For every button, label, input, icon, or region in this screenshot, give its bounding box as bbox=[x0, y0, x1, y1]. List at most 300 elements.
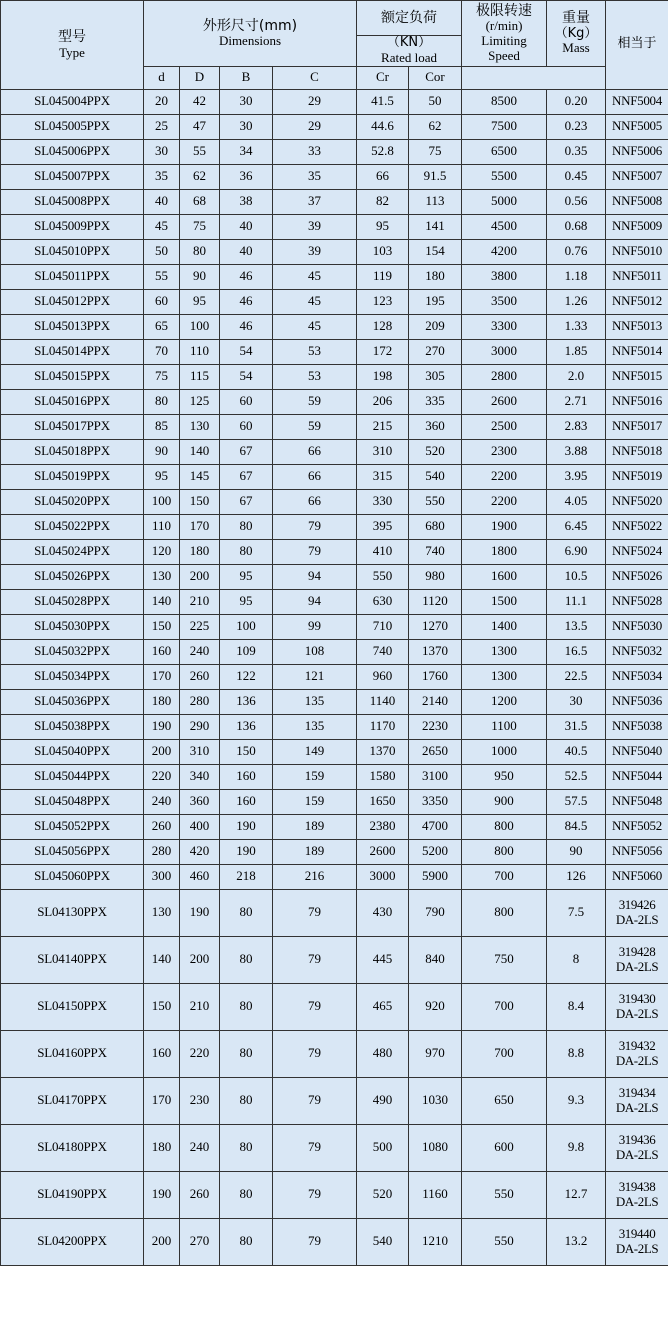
cell-cor: 1210 bbox=[409, 1218, 462, 1265]
cell-cr: 315 bbox=[357, 464, 409, 489]
cell-B: 60 bbox=[220, 389, 273, 414]
cell-cor: 2650 bbox=[409, 739, 462, 764]
cell-cor: 1160 bbox=[409, 1171, 462, 1218]
cell-cor: 1080 bbox=[409, 1124, 462, 1171]
cell-cr: 2380 bbox=[357, 814, 409, 839]
cell-speed: 1300 bbox=[462, 664, 547, 689]
cell-B: 60 bbox=[220, 414, 273, 439]
cell-mass: 90 bbox=[547, 839, 606, 864]
table-row bbox=[1, 339, 668, 364]
cell-type: SL045036PPX bbox=[1, 689, 144, 714]
cell-cr: 520 bbox=[357, 1171, 409, 1218]
cell-mass: 1.18 bbox=[547, 264, 606, 289]
cell-C: 66 bbox=[273, 489, 357, 514]
cell-equivalent: NNF5014 bbox=[606, 339, 668, 364]
cell-B: 46 bbox=[220, 264, 273, 289]
cell-type: SL045009PPX bbox=[1, 214, 144, 239]
cell-d: 200 bbox=[144, 1218, 180, 1265]
cell-cor: 154 bbox=[409, 239, 462, 264]
table-row bbox=[1, 564, 668, 589]
table-row bbox=[1, 414, 668, 439]
cell-type: SL045048PPX bbox=[1, 789, 144, 814]
cell-speed: 800 bbox=[462, 814, 547, 839]
cell-cr: 630 bbox=[357, 589, 409, 614]
cell-type: SL04200PPX bbox=[1, 1218, 144, 1265]
table-row bbox=[1, 114, 668, 139]
cell-B: 80 bbox=[220, 1077, 273, 1124]
cell-type: SL045010PPX bbox=[1, 239, 144, 264]
cell-D: 210 bbox=[180, 983, 220, 1030]
table-row bbox=[1, 289, 668, 314]
cell-cr: 103 bbox=[357, 239, 409, 264]
header-limiting-speed-cn: 极限转速 bbox=[476, 2, 533, 19]
header-sub-Cr: Cr bbox=[357, 66, 409, 89]
cell-speed: 2600 bbox=[462, 389, 547, 414]
cell-type: SL045034PPX bbox=[1, 664, 144, 689]
table-row bbox=[1, 464, 668, 489]
table-row bbox=[1, 239, 668, 264]
cell-cor: 141 bbox=[409, 214, 462, 239]
cell-B: 190 bbox=[220, 839, 273, 864]
cell-d: 150 bbox=[144, 983, 180, 1030]
cell-cr: 1650 bbox=[357, 789, 409, 814]
cell-cor: 1120 bbox=[409, 589, 462, 614]
cell-mass: 8.4 bbox=[547, 983, 606, 1030]
cell-C: 79 bbox=[273, 1218, 357, 1265]
cell-cor: 209 bbox=[409, 314, 462, 339]
table-row bbox=[1, 514, 668, 539]
table-row bbox=[1, 89, 668, 114]
cell-cr: 1170 bbox=[357, 714, 409, 739]
cell-cr: 445 bbox=[357, 936, 409, 983]
cell-mass: 1.85 bbox=[547, 339, 606, 364]
cell-C: 33 bbox=[273, 139, 357, 164]
cell-equivalent: NNF5052 bbox=[606, 814, 668, 839]
cell-speed: 2200 bbox=[462, 464, 547, 489]
cell-D: 460 bbox=[180, 864, 220, 889]
cell-cr: 1580 bbox=[357, 764, 409, 789]
cell-d: 160 bbox=[144, 1030, 180, 1077]
cell-d: 100 bbox=[144, 489, 180, 514]
cell-C: 35 bbox=[273, 164, 357, 189]
cell-type: SL045011PPX bbox=[1, 264, 144, 289]
cell-mass: 2.0 bbox=[547, 364, 606, 389]
cell-equivalent-line1: 319432 bbox=[618, 1037, 656, 1053]
cell-mass: 7.5 bbox=[547, 889, 606, 936]
cell-equivalent: NNF5028 bbox=[606, 589, 668, 614]
cell-B: 80 bbox=[220, 983, 273, 1030]
cell-d: 180 bbox=[144, 689, 180, 714]
cell-type: SL04170PPX bbox=[1, 1077, 144, 1124]
cell-cr: 465 bbox=[357, 983, 409, 1030]
cell-B: 136 bbox=[220, 714, 273, 739]
cell-B: 150 bbox=[220, 739, 273, 764]
table-row bbox=[1, 389, 668, 414]
cell-B: 160 bbox=[220, 764, 273, 789]
cell-cr: 128 bbox=[357, 314, 409, 339]
cell-C: 189 bbox=[273, 814, 357, 839]
cell-equivalent: NNF5012 bbox=[606, 289, 668, 314]
header-sub-C: C bbox=[273, 66, 357, 89]
cell-cor: 970 bbox=[409, 1030, 462, 1077]
cell-cr: 44.6 bbox=[357, 114, 409, 139]
table-header bbox=[1, 1, 668, 90]
cell-type: SL045013PPX bbox=[1, 314, 144, 339]
cell-d: 130 bbox=[144, 564, 180, 589]
cell-D: 145 bbox=[180, 464, 220, 489]
cell-C: 79 bbox=[273, 889, 357, 936]
cell-equivalent bbox=[606, 936, 668, 983]
cell-speed: 750 bbox=[462, 936, 547, 983]
cell-d: 280 bbox=[144, 839, 180, 864]
cell-C: 79 bbox=[273, 1077, 357, 1124]
cell-type: SL045044PPX bbox=[1, 764, 144, 789]
cell-equivalent-line2: DA-2LS bbox=[615, 911, 659, 927]
cell-d: 40 bbox=[144, 189, 180, 214]
table-row bbox=[1, 439, 668, 464]
cell-B: 54 bbox=[220, 364, 273, 389]
cell-d: 110 bbox=[144, 514, 180, 539]
cell-cr: 710 bbox=[357, 614, 409, 639]
cell-speed: 550 bbox=[462, 1171, 547, 1218]
cell-speed: 800 bbox=[462, 839, 547, 864]
cell-B: 100 bbox=[220, 614, 273, 639]
cell-mass: 9.3 bbox=[547, 1077, 606, 1124]
cell-C: 79 bbox=[273, 983, 357, 1030]
cell-D: 62 bbox=[180, 164, 220, 189]
cell-cor: 3100 bbox=[409, 764, 462, 789]
cell-d: 220 bbox=[144, 764, 180, 789]
cell-type: SL045032PPX bbox=[1, 639, 144, 664]
cell-C: 79 bbox=[273, 1171, 357, 1218]
cell-cr: 330 bbox=[357, 489, 409, 514]
cell-type: SL045028PPX bbox=[1, 589, 144, 614]
cell-C: 45 bbox=[273, 264, 357, 289]
cell-equivalent: NNF5048 bbox=[606, 789, 668, 814]
cell-equivalent: NNF5024 bbox=[606, 539, 668, 564]
cell-cr: 198 bbox=[357, 364, 409, 389]
cell-d: 190 bbox=[144, 1171, 180, 1218]
cell-equivalent: NNF5009 bbox=[606, 214, 668, 239]
cell-mass: 6.45 bbox=[547, 514, 606, 539]
cell-D: 90 bbox=[180, 264, 220, 289]
cell-D: 140 bbox=[180, 439, 220, 464]
cell-speed: 1200 bbox=[462, 689, 547, 714]
header-rated-load-cn-line1: 额定负荷 bbox=[381, 9, 438, 26]
cell-D: 190 bbox=[180, 889, 220, 936]
cell-B: 67 bbox=[220, 489, 273, 514]
cell-mass: 22.5 bbox=[547, 664, 606, 689]
cell-C: 135 bbox=[273, 714, 357, 739]
cell-D: 400 bbox=[180, 814, 220, 839]
cell-d: 190 bbox=[144, 714, 180, 739]
cell-cor: 91.5 bbox=[409, 164, 462, 189]
cell-equivalent: NNF5013 bbox=[606, 314, 668, 339]
cell-D: 180 bbox=[180, 539, 220, 564]
cell-equivalent bbox=[606, 889, 668, 936]
cell-equivalent-line1: 319438 bbox=[618, 1178, 656, 1194]
cell-C: 66 bbox=[273, 439, 357, 464]
table-row bbox=[1, 589, 668, 614]
cell-speed: 1500 bbox=[462, 589, 547, 614]
cell-equivalent-line1: 319428 bbox=[618, 943, 656, 959]
cell-type: SL045040PPX bbox=[1, 739, 144, 764]
table-row bbox=[1, 739, 668, 764]
cell-C: 135 bbox=[273, 689, 357, 714]
cell-type: SL045056PPX bbox=[1, 839, 144, 864]
cell-type: SL045019PPX bbox=[1, 464, 144, 489]
cell-mass: 8 bbox=[547, 936, 606, 983]
cell-B: 80 bbox=[220, 1030, 273, 1077]
cell-cr: 123 bbox=[357, 289, 409, 314]
cell-D: 200 bbox=[180, 936, 220, 983]
cell-D: 210 bbox=[180, 589, 220, 614]
cell-B: 136 bbox=[220, 689, 273, 714]
cell-cr: 550 bbox=[357, 564, 409, 589]
cell-B: 190 bbox=[220, 814, 273, 839]
cell-equivalent: NNF5060 bbox=[606, 864, 668, 889]
cell-cor: 50 bbox=[409, 89, 462, 114]
cell-mass: 12.7 bbox=[547, 1171, 606, 1218]
cell-C: 159 bbox=[273, 789, 357, 814]
cell-C: 79 bbox=[273, 1030, 357, 1077]
cell-equivalent: NNF5018 bbox=[606, 439, 668, 464]
cell-d: 85 bbox=[144, 414, 180, 439]
cell-speed: 600 bbox=[462, 1124, 547, 1171]
cell-cr: 52.8 bbox=[357, 139, 409, 164]
cell-cr: 41.5 bbox=[357, 89, 409, 114]
table-row bbox=[1, 889, 668, 936]
cell-speed: 700 bbox=[462, 983, 547, 1030]
cell-D: 270 bbox=[180, 1218, 220, 1265]
cell-type: SL045008PPX bbox=[1, 189, 144, 214]
cell-mass: 9.8 bbox=[547, 1124, 606, 1171]
cell-equivalent: NNF5010 bbox=[606, 239, 668, 264]
cell-C: 53 bbox=[273, 364, 357, 389]
cell-D: 240 bbox=[180, 639, 220, 664]
header-mass-cn: 重量 bbox=[562, 10, 591, 27]
cell-mass: 4.05 bbox=[547, 489, 606, 514]
cell-cor: 1370 bbox=[409, 639, 462, 664]
cell-mass: 31.5 bbox=[547, 714, 606, 739]
cell-d: 120 bbox=[144, 539, 180, 564]
cell-equivalent: NNF5008 bbox=[606, 189, 668, 214]
cell-equivalent: NNF5022 bbox=[606, 514, 668, 539]
cell-d: 70 bbox=[144, 339, 180, 364]
cell-equivalent: NNF5040 bbox=[606, 739, 668, 764]
cell-mass: 8.8 bbox=[547, 1030, 606, 1077]
cell-cor: 840 bbox=[409, 936, 462, 983]
cell-C: 216 bbox=[273, 864, 357, 889]
header-dimensions bbox=[144, 1, 357, 67]
cell-d: 65 bbox=[144, 314, 180, 339]
cell-mass: 57.5 bbox=[547, 789, 606, 814]
cell-cor: 2230 bbox=[409, 714, 462, 739]
cell-equivalent: NNF5019 bbox=[606, 464, 668, 489]
cell-d: 90 bbox=[144, 439, 180, 464]
cell-B: 95 bbox=[220, 564, 273, 589]
cell-mass: 2.83 bbox=[547, 414, 606, 439]
cell-equivalent-line2: DA-2LS bbox=[615, 1052, 659, 1068]
cell-B: 67 bbox=[220, 439, 273, 464]
cell-mass: 0.35 bbox=[547, 139, 606, 164]
table-row bbox=[1, 764, 668, 789]
cell-cr: 540 bbox=[357, 1218, 409, 1265]
cell-cr: 66 bbox=[357, 164, 409, 189]
cell-equivalent: NNF5032 bbox=[606, 639, 668, 664]
header-row-main bbox=[1, 1, 668, 36]
cell-cor: 1270 bbox=[409, 614, 462, 639]
cell-equivalent bbox=[606, 1218, 668, 1265]
cell-mass: 3.95 bbox=[547, 464, 606, 489]
cell-cor: 5200 bbox=[409, 839, 462, 864]
header-rated-load-cn bbox=[357, 1, 462, 36]
cell-equivalent bbox=[606, 983, 668, 1030]
cell-speed: 1900 bbox=[462, 514, 547, 539]
cell-B: 95 bbox=[220, 589, 273, 614]
cell-type: SL045030PPX bbox=[1, 614, 144, 639]
cell-D: 170 bbox=[180, 514, 220, 539]
cell-B: 54 bbox=[220, 339, 273, 364]
cell-speed: 6500 bbox=[462, 139, 547, 164]
cell-D: 95 bbox=[180, 289, 220, 314]
cell-cr: 960 bbox=[357, 664, 409, 689]
cell-type: SL045022PPX bbox=[1, 514, 144, 539]
cell-type: SL045024PPX bbox=[1, 539, 144, 564]
cell-cor: 540 bbox=[409, 464, 462, 489]
cell-D: 75 bbox=[180, 214, 220, 239]
cell-d: 170 bbox=[144, 664, 180, 689]
cell-cr: 95 bbox=[357, 214, 409, 239]
header-rated-load-unit-text: （KN） bbox=[386, 35, 432, 50]
cell-cor: 790 bbox=[409, 889, 462, 936]
header-type-en: Type bbox=[59, 44, 85, 60]
cell-C: 39 bbox=[273, 239, 357, 264]
cell-speed: 800 bbox=[462, 889, 547, 936]
table-row bbox=[1, 164, 668, 189]
cell-D: 47 bbox=[180, 114, 220, 139]
cell-type: SL045016PPX bbox=[1, 389, 144, 414]
cell-cor: 920 bbox=[409, 983, 462, 1030]
cell-B: 80 bbox=[220, 889, 273, 936]
cell-d: 150 bbox=[144, 614, 180, 639]
cell-mass: 6.90 bbox=[547, 539, 606, 564]
cell-equivalent-line1: 319436 bbox=[618, 1131, 656, 1147]
table-body bbox=[1, 89, 668, 1265]
cell-C: 79 bbox=[273, 936, 357, 983]
cell-cr: 3000 bbox=[357, 864, 409, 889]
cell-mass: 0.45 bbox=[547, 164, 606, 189]
cell-cr: 119 bbox=[357, 264, 409, 289]
cell-cor: 305 bbox=[409, 364, 462, 389]
cell-equivalent: NNF5005 bbox=[606, 114, 668, 139]
cell-speed: 950 bbox=[462, 764, 547, 789]
cell-C: 45 bbox=[273, 289, 357, 314]
cell-cr: 2600 bbox=[357, 839, 409, 864]
table-row bbox=[1, 264, 668, 289]
cell-D: 260 bbox=[180, 1171, 220, 1218]
cell-cr: 206 bbox=[357, 389, 409, 414]
cell-C: 53 bbox=[273, 339, 357, 364]
cell-speed: 650 bbox=[462, 1077, 547, 1124]
cell-speed: 1300 bbox=[462, 639, 547, 664]
cell-C: 159 bbox=[273, 764, 357, 789]
cell-B: 109 bbox=[220, 639, 273, 664]
table-row bbox=[1, 814, 668, 839]
cell-type: SL04140PPX bbox=[1, 936, 144, 983]
cell-equivalent: NNF5034 bbox=[606, 664, 668, 689]
cell-mass: 11.1 bbox=[547, 589, 606, 614]
cell-mass: 0.68 bbox=[547, 214, 606, 239]
cell-type: SL045038PPX bbox=[1, 714, 144, 739]
cell-equivalent: NNF5006 bbox=[606, 139, 668, 164]
cell-C: 59 bbox=[273, 414, 357, 439]
cell-cor: 113 bbox=[409, 189, 462, 214]
table-row bbox=[1, 1030, 668, 1077]
cell-mass: 84.5 bbox=[547, 814, 606, 839]
cell-speed: 700 bbox=[462, 1030, 547, 1077]
cell-equivalent-line1: 319430 bbox=[618, 990, 656, 1006]
cell-d: 75 bbox=[144, 364, 180, 389]
cell-equivalent: NNF5017 bbox=[606, 414, 668, 439]
header-mass-en: Mass bbox=[562, 40, 590, 56]
cell-speed: 1800 bbox=[462, 539, 547, 564]
cell-speed: 5000 bbox=[462, 189, 547, 214]
cell-cor: 2140 bbox=[409, 689, 462, 714]
cell-speed: 2200 bbox=[462, 489, 547, 514]
header-limiting-speed-en2: Speed bbox=[488, 47, 520, 63]
cell-speed: 3800 bbox=[462, 264, 547, 289]
cell-D: 260 bbox=[180, 664, 220, 689]
cell-equivalent-line2: DA-2LS bbox=[615, 1005, 659, 1021]
cell-D: 80 bbox=[180, 239, 220, 264]
cell-d: 95 bbox=[144, 464, 180, 489]
cell-mass: 0.56 bbox=[547, 189, 606, 214]
cell-equivalent: NNF5030 bbox=[606, 614, 668, 639]
cell-equivalent: NNF5020 bbox=[606, 489, 668, 514]
cell-speed: 3500 bbox=[462, 289, 547, 314]
cell-equivalent: NNF5026 bbox=[606, 564, 668, 589]
cell-B: 40 bbox=[220, 214, 273, 239]
cell-type: SL045014PPX bbox=[1, 339, 144, 364]
cell-cr: 395 bbox=[357, 514, 409, 539]
cell-D: 42 bbox=[180, 89, 220, 114]
cell-cor: 550 bbox=[409, 489, 462, 514]
cell-D: 340 bbox=[180, 764, 220, 789]
table-row bbox=[1, 714, 668, 739]
header-sub-Cor: Cor bbox=[409, 66, 462, 89]
cell-d: 140 bbox=[144, 589, 180, 614]
cell-cr: 740 bbox=[357, 639, 409, 664]
cell-type: SL045012PPX bbox=[1, 289, 144, 314]
cell-cr: 490 bbox=[357, 1077, 409, 1124]
cell-equivalent bbox=[606, 1077, 668, 1124]
table-row bbox=[1, 983, 668, 1030]
cell-d: 130 bbox=[144, 889, 180, 936]
header-equivalent: 相当于 bbox=[606, 1, 668, 90]
cell-equivalent-line1: 319440 bbox=[618, 1225, 656, 1241]
table-row bbox=[1, 1124, 668, 1171]
cell-type: SL045017PPX bbox=[1, 414, 144, 439]
cell-equivalent: NNF5044 bbox=[606, 764, 668, 789]
cell-cr: 172 bbox=[357, 339, 409, 364]
cell-equivalent-line1: 319434 bbox=[618, 1084, 656, 1100]
cell-speed: 2300 bbox=[462, 439, 547, 464]
cell-cor: 360 bbox=[409, 414, 462, 439]
cell-cr: 215 bbox=[357, 414, 409, 439]
cell-cor: 980 bbox=[409, 564, 462, 589]
header-mass bbox=[547, 1, 606, 67]
